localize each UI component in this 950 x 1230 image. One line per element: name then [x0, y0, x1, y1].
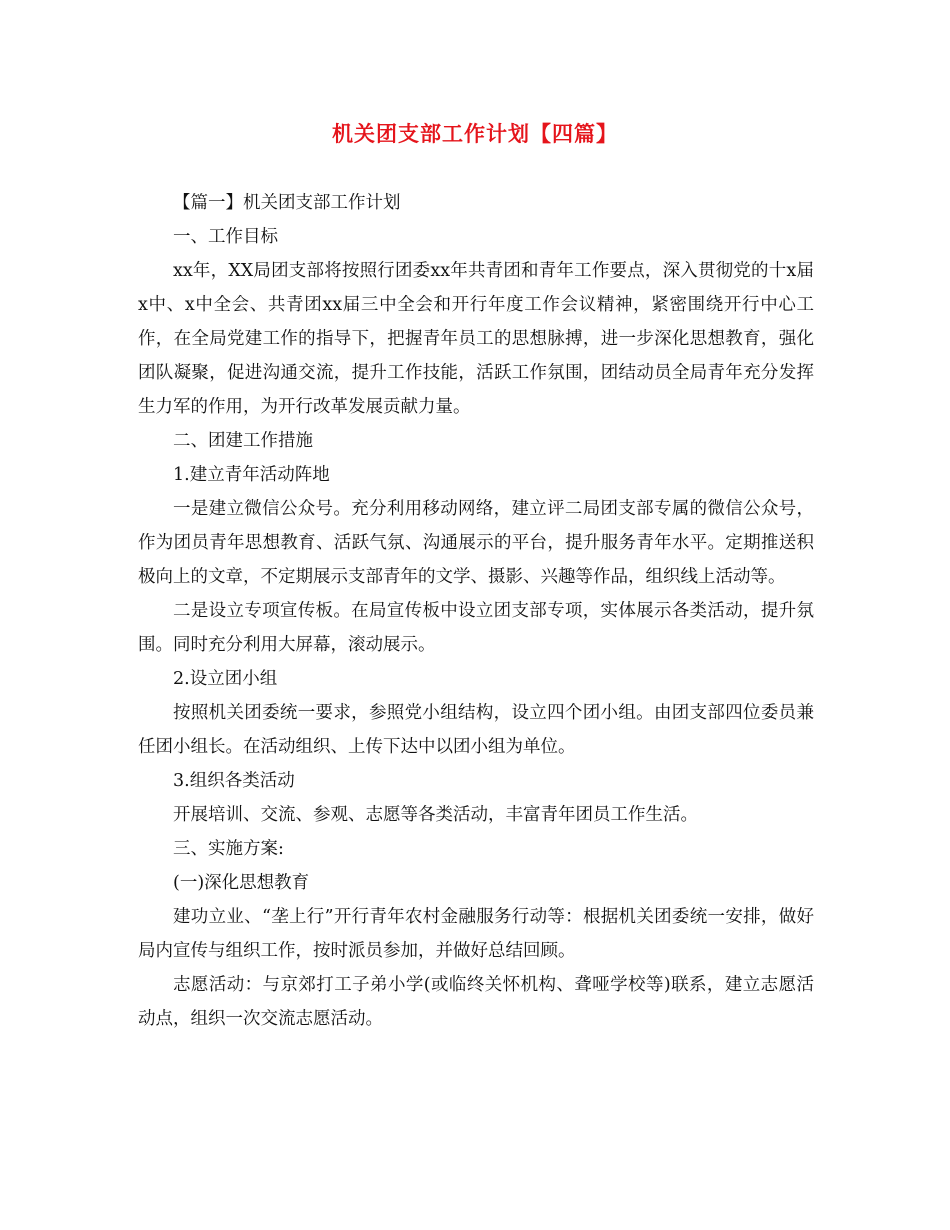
body-paragraph: 一是建立微信公众号。充分利用移动网络，建立评二局团支部专属的微信公众号，作为团员青年思想教育、活跃气氛、沟通展示的平台，提升服务青年水平。定期推送积极向上的文章，不定期展示支部青年的文学、摄影、兴趣等作品，组织线上活动等。 — [138, 499, 814, 587]
body-paragraph: 二是设立专项宣传板。在局宣传板中设立团支部专项，实体展示各类活动，提升氛围。同时充分利用大屏幕，滚动展示。 — [138, 601, 814, 655]
item-heading: 1.建立青年活动阵地 — [173, 465, 330, 485]
item-heading: 3.组织各类活动 — [173, 771, 295, 791]
subsection-heading: 二、团建工作措施 — [173, 431, 313, 451]
body-paragraph: 开展培训、交流、参观、志愿等各类活动，丰富青年团员工作生活。 — [173, 805, 698, 825]
body-paragraph: xx年，XX局团支部将按照行团委xx年共青团和青年工作要点，深入贯彻党的十x届x中、x中全会、共青团xx届三中全会和开行年度工作会议精神，紧密围绕开行中心工作，在全局党建工作的指导下，把握青年员工的思想脉搏，进一步深化思想教育，强化团队凝聚，促进沟通交流，提升工作技能，活跃工作氛围，团结动员全局青年充分发挥生力军的作用，为开行改革发展贡献力量。 — [138, 261, 814, 417]
subsection-heading: 一、工作目标 — [173, 227, 278, 247]
section-heading: 【篇一】机关团支部工作计划 — [173, 193, 401, 213]
item-heading: (一)深化思想教育 — [173, 873, 310, 893]
body-paragraph: 建功立业、“垄上行”开行青年农村金融服务行动等：根据机关团委统一安排，做好局内宣传与组织工作，按时派员参加，并做好总结回顾。 — [138, 907, 814, 961]
item-heading: 2.设立团小组 — [173, 669, 278, 689]
body-paragraph: 按照机关团委统一要求，参照党小组结构，设立四个团小组。由团支部四位委员兼任团小组长。在活动组织、上传下达中以团小组为单位。 — [138, 703, 814, 757]
subsection-heading: 三、实施方案: — [173, 839, 284, 859]
document-body — [138, 186, 814, 1036]
body-paragraph: 志愿活动：与京郊打工子弟小学(或临终关怀机构、聋哑学校等)联系，建立志愿活动点，组织一次交流志愿活动。 — [138, 975, 814, 1029]
document-title: 机关团支部工作计划【四篇】 — [332, 121, 618, 146]
